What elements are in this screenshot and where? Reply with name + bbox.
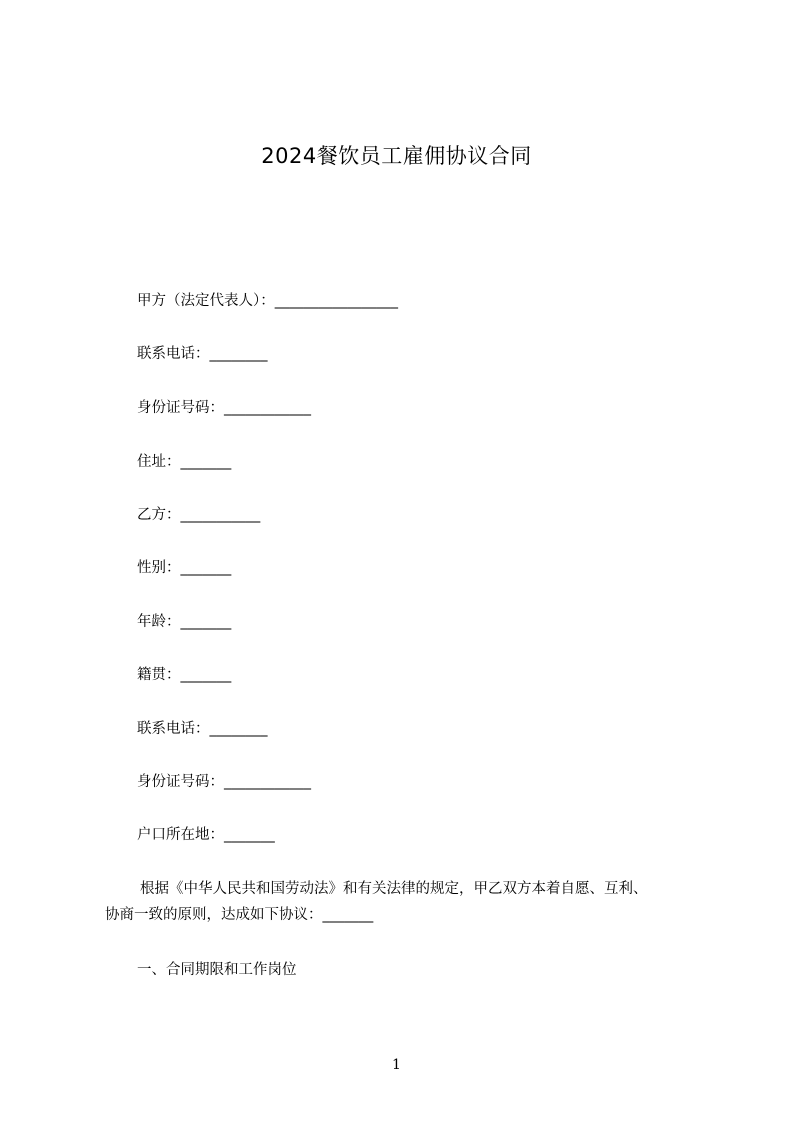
- party-b-field: 乙方：___________: [137, 507, 261, 523]
- party-b-household-registration-field: 户口所在地：_______: [137, 827, 275, 843]
- section-heading: 一、合同期限和工作岗位: [137, 962, 297, 978]
- intro-paragraph-line-1: 根据《中华人民共和国劳动法》和有关法律的规定，甲乙双方本着自愿、互利、: [140, 881, 648, 897]
- party-b-id-number-field: 身份证号码：____________: [137, 774, 311, 790]
- party-a-id-number-field: 身份证号码：____________: [137, 400, 311, 416]
- page-number: 1: [392, 1057, 401, 1073]
- document-title: 2024餐饮员工雇佣协议合同: [261, 144, 532, 168]
- party-a-address-field: 住址：_______: [137, 454, 232, 470]
- party-a-representative-field: 甲方（法定代表人）：_________________: [137, 293, 398, 309]
- intro-paragraph-line-2: 协商一致的原则，达成如下协议：_______: [105, 907, 374, 923]
- party-b-phone-field: 联系电话：________: [137, 721, 268, 737]
- party-b-gender-field: 性别：_______: [137, 560, 232, 576]
- party-b-age-field: 年龄：_______: [137, 614, 232, 630]
- intro-paragraph: [105, 879, 705, 925]
- party-b-native-place-field: 籍贯：_______: [137, 667, 232, 683]
- party-a-phone-field: 联系电话：________: [137, 346, 268, 362]
